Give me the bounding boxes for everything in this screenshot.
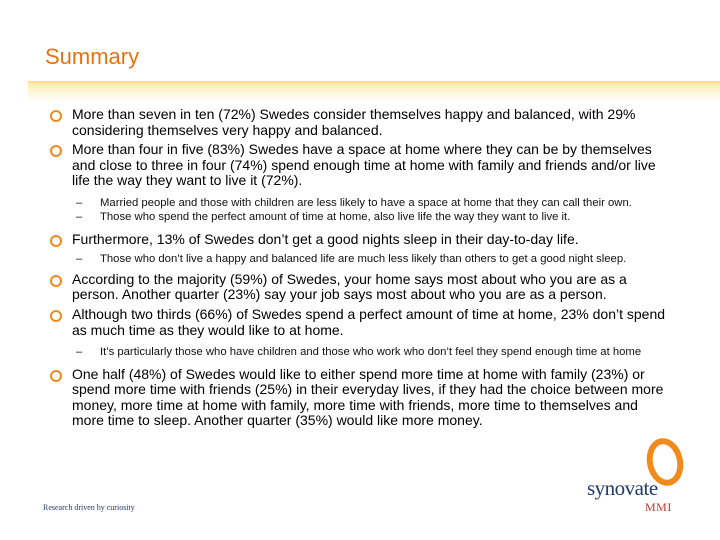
sub-bullet-item [48,253,668,265]
footer-tagline: Research driven by curiosity [43,503,135,512]
dash-bullet-icon: – [76,346,83,359]
sub-bullet-text: Those who spend the perfect amount of time at home, also live life the way they want to live it. [100,211,571,224]
circle-bullet-icon [50,110,62,122]
dash-bullet-icon: – [76,253,83,266]
sub-bullet-text: Those who don’t live a happy and balanced life are much less likely than others to get a good night sleep. [100,253,627,266]
sub-bullet-item [48,211,668,223]
bullet-item [48,232,668,248]
circle-bullet-icon [50,145,62,157]
slide-title: Summary [45,44,140,69]
sub-bullet-text: It’s particularly those who have children and those who work who don’t feel they spend enough time at home [100,346,642,359]
bullet-text: One half (48%) of Swedes would like to either spend more time at home with family (23%) or spend more time with friends (25%) in their everyday lives, if they had the choice between more money, more time at home with family, more time with friends, more time to themselves and more time to sleep. Another quarter (35%) would like more money. [72,365,664,429]
bullet-text: According to the majority (59%) of Swedes, your home says most about who you are as a person. Another quarter (23%) say your job says most about who you are as a person. [72,270,627,303]
circle-bullet-icon [50,235,62,247]
title-underline-band [28,82,720,102]
title-underline [28,81,720,83]
logo-subtitle: MMI [645,500,672,514]
bullet-text: More than seven in ten (72%) Swedes consider themselves happy and balanced, with 29% considering themselves very happy and balanced. [72,106,636,138]
sub-bullet-text: Married people and those with children are less likely to have a space at home that they can call their own. [100,196,632,209]
sub-bullet-item [48,197,668,209]
bullet-text: More than four in five (83%) Swedes have a space at home where they can be by themselves and close to three in four (74%) spend enough time at home with family and friends and/or live life the way they want to live it (72%). [72,141,656,189]
bullet-text: Furthermore, 13% of Swedes don’t get a good nights sleep in their day-to-day life. [72,230,579,247]
bullet-text: Although two thirds (66%) of Swedes spend a perfect amount of time at home, 23% don’t spend as much time as they would like to at home. [72,305,666,338]
logo-wordmark: synovate [587,476,658,500]
bullet-item [48,367,668,429]
dash-bullet-icon: – [76,211,83,224]
bullet-item [48,272,668,303]
circle-bullet-icon [50,370,62,382]
circle-bullet-icon [50,275,62,287]
dash-bullet-icon: – [76,196,83,209]
synovate-logo [585,434,695,514]
bullet-item [48,107,668,138]
summary-content [48,107,668,433]
circle-bullet-icon [50,310,62,322]
bullet-item [48,142,668,189]
sub-bullet-item [48,346,668,358]
bullet-item [48,307,668,338]
